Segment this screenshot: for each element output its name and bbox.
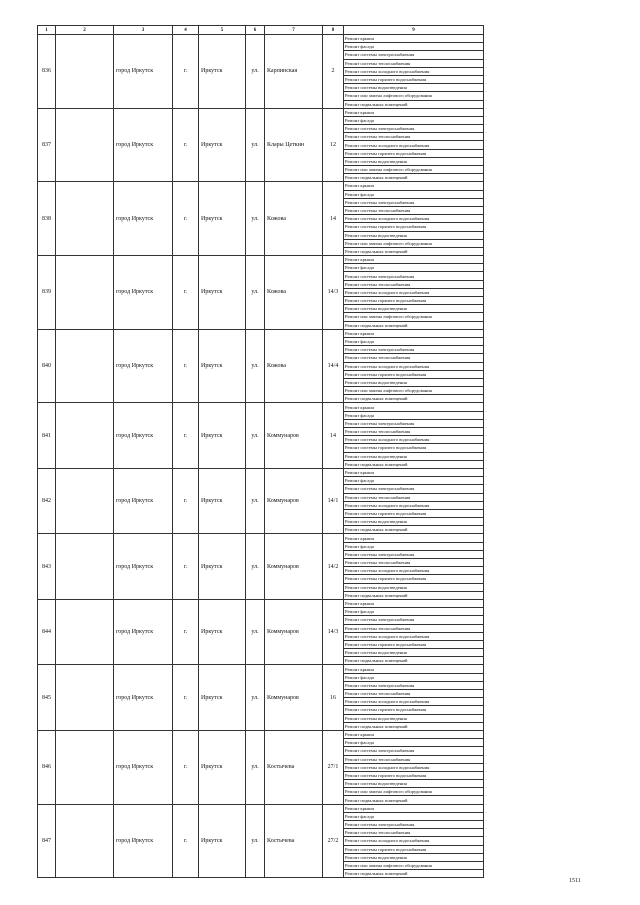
table-row xyxy=(38,256,484,264)
work-item: Ремонт подвальных помещений xyxy=(344,460,484,468)
work-item: Ремонт системы водоотведения xyxy=(344,84,484,92)
row-number: 840 xyxy=(38,329,56,403)
work-item: Ремонт системы теплоснабжения xyxy=(344,133,484,141)
work-item: Ремонт подвальных помещений xyxy=(344,722,484,730)
work-item: Ремонт системы теплоснабжения xyxy=(344,354,484,362)
row-number: 837 xyxy=(38,108,56,182)
city-name: город Иркутск xyxy=(114,665,173,731)
street-type: ул. xyxy=(246,468,265,534)
work-item: Ремонт фасада xyxy=(344,43,484,51)
work-item: Ремонт системы теплоснабжения xyxy=(344,829,484,837)
work-item: Ремонт системы водоотведения xyxy=(344,452,484,460)
work-item: Ремонт фасада xyxy=(344,477,484,485)
row-number: 836 xyxy=(38,35,56,109)
work-item: Ремонт подвальных помещений xyxy=(344,870,484,878)
city-prefix: г. xyxy=(173,534,199,600)
house-number: 27/2 xyxy=(323,804,344,878)
work-item: Ремонт системы холодного водоснабжения xyxy=(344,436,484,444)
table-row xyxy=(38,730,484,738)
empty-cell xyxy=(56,403,114,469)
work-item: Ремонт системы электроснабжения xyxy=(344,681,484,689)
work-item: Ремонт подвальных помещений xyxy=(344,657,484,665)
city-prefix: г. xyxy=(173,35,199,109)
city-prefix: г. xyxy=(173,182,199,256)
work-item: Ремонт или замена лифтового оборудования xyxy=(344,387,484,395)
city-name: город Иркутск xyxy=(114,35,173,109)
house-number: 14/3 xyxy=(323,256,344,330)
city-prefix: г. xyxy=(173,468,199,534)
work-item: Ремонт системы холодного водоснабжения xyxy=(344,288,484,296)
work-item: Ремонт фасада xyxy=(344,812,484,820)
town-name: Иркутск xyxy=(199,468,246,534)
work-item: Ремонт системы горячего водоснабжения xyxy=(344,444,484,452)
street-name: Кожова xyxy=(265,182,323,256)
row-number: 841 xyxy=(38,403,56,469)
work-item: Ремонт фасада xyxy=(344,608,484,616)
work-item: Ремонт системы электроснабжения xyxy=(344,485,484,493)
work-item: Ремонт системы теплоснабжения xyxy=(344,59,484,67)
city-name: город Иркутск xyxy=(114,468,173,534)
work-item: Ремонт системы электроснабжения xyxy=(344,747,484,755)
work-item: Ремонт крыши xyxy=(344,534,484,542)
city-prefix: г. xyxy=(173,403,199,469)
street-type: ул. xyxy=(246,599,265,665)
work-item: Ремонт крыши xyxy=(344,403,484,411)
table-row xyxy=(38,665,484,673)
col-header-1: 1 xyxy=(38,26,56,35)
row-number: 845 xyxy=(38,665,56,731)
table-row xyxy=(38,468,484,476)
work-item: Ремонт фасада xyxy=(344,739,484,747)
town-name: Иркутск xyxy=(199,665,246,731)
work-item: Ремонт системы горячего водоснабжения xyxy=(344,706,484,714)
city-name: город Иркутск xyxy=(114,804,173,878)
work-item: Ремонт крыши xyxy=(344,35,484,43)
row-number: 839 xyxy=(38,256,56,330)
work-item: Ремонт или замена лифтового оборудования xyxy=(344,92,484,100)
work-item: Ремонт системы теплоснабжения xyxy=(344,624,484,632)
town-name: Иркутск xyxy=(199,256,246,330)
work-item: Ремонт системы горячего водоснабжения xyxy=(344,370,484,378)
work-item: Ремонт крыши xyxy=(344,108,484,116)
empty-cell xyxy=(56,182,114,256)
empty-cell xyxy=(56,730,114,804)
row-number: 844 xyxy=(38,599,56,665)
work-item: Ремонт системы водоотведения xyxy=(344,853,484,861)
work-item: Ремонт системы водоотведения xyxy=(344,714,484,722)
street-type: ул. xyxy=(246,804,265,878)
register-body xyxy=(38,35,484,878)
row-number: 843 xyxy=(38,534,56,600)
work-item: Ремонт системы холодного водоснабжения xyxy=(344,67,484,75)
work-item: Ремонт подвальных помещений xyxy=(344,395,484,403)
house-number: 27/1 xyxy=(323,730,344,804)
work-item: Ремонт системы горячего водоснабжения xyxy=(344,223,484,231)
street-type: ул. xyxy=(246,329,265,403)
work-item: Ремонт системы горячего водоснабжения xyxy=(344,75,484,83)
work-item: Ремонт фасада xyxy=(344,116,484,124)
street-name: Коммунаров xyxy=(265,665,323,731)
work-item: Ремонт фасада xyxy=(344,190,484,198)
street-name: Кожова xyxy=(265,329,323,403)
work-item: Ремонт системы электроснабжения xyxy=(344,125,484,133)
town-name: Иркутск xyxy=(199,329,246,403)
work-item: Ремонт фасада xyxy=(344,673,484,681)
town-name: Иркутск xyxy=(199,599,246,665)
work-item: Ремонт крыши xyxy=(344,329,484,337)
work-item: Ремонт системы водоотведения xyxy=(344,231,484,239)
work-item: Ремонт системы теплоснабжения xyxy=(344,559,484,567)
work-item: Ремонт системы холодного водоснабжения xyxy=(344,698,484,706)
work-item: Ремонт крыши xyxy=(344,468,484,476)
city-name: город Иркутск xyxy=(114,256,173,330)
work-item: Ремонт крыши xyxy=(344,665,484,673)
page-number: 1511 xyxy=(569,878,581,884)
work-item: Ремонт подвальных помещений xyxy=(344,321,484,329)
column-numbers-row xyxy=(38,26,484,35)
town-name: Иркутск xyxy=(199,730,246,804)
work-item: Ремонт системы холодного водоснабжения xyxy=(344,837,484,845)
town-name: Иркутск xyxy=(199,108,246,182)
work-item: Ремонт системы электроснабжения xyxy=(344,272,484,280)
work-item: Ремонт подвальных помещений xyxy=(344,247,484,255)
work-item: Ремонт подвальных помещений xyxy=(344,796,484,804)
work-item: Ремонт системы водоотведения xyxy=(344,780,484,788)
empty-cell xyxy=(56,35,114,109)
town-name: Иркутск xyxy=(199,35,246,109)
house-number: 14/1 xyxy=(323,468,344,534)
table-row xyxy=(38,182,484,190)
work-item: Ремонт системы водоотведения xyxy=(344,583,484,591)
street-type: ул. xyxy=(246,534,265,600)
table-row xyxy=(38,804,484,812)
street-type: ул. xyxy=(246,35,265,109)
city-prefix: г. xyxy=(173,665,199,731)
empty-cell xyxy=(56,108,114,182)
row-number: 838 xyxy=(38,182,56,256)
register-table xyxy=(37,25,484,878)
work-item: Ремонт или замена лифтового оборудования xyxy=(344,788,484,796)
work-item: Ремонт системы холодного водоснабжения xyxy=(344,763,484,771)
col-header-7: 7 xyxy=(265,26,323,35)
city-name: город Иркутск xyxy=(114,599,173,665)
street-name: Коммунаров xyxy=(265,599,323,665)
house-number: 2 xyxy=(323,35,344,109)
work-item: Ремонт системы горячего водоснабжения xyxy=(344,509,484,517)
work-item: Ремонт системы электроснабжения xyxy=(344,198,484,206)
house-number: 16 xyxy=(323,665,344,731)
street-name: Коммунаров xyxy=(265,403,323,469)
house-number: 14/4 xyxy=(323,329,344,403)
work-item: Ремонт подвальных помещений xyxy=(344,526,484,534)
street-type: ул. xyxy=(246,108,265,182)
street-type: ул. xyxy=(246,403,265,469)
work-item: Ремонт системы теплоснабжения xyxy=(344,493,484,501)
street-type: ул. xyxy=(246,256,265,330)
col-header-4: 4 xyxy=(173,26,199,35)
work-item: Ремонт фасада xyxy=(344,542,484,550)
row-number: 842 xyxy=(38,468,56,534)
table-row xyxy=(38,108,484,116)
city-name: город Иркутск xyxy=(114,329,173,403)
city-prefix: г. xyxy=(173,804,199,878)
work-item: Ремонт подвальных помещений xyxy=(344,174,484,182)
town-name: Иркутск xyxy=(199,534,246,600)
work-item: Ремонт системы теплоснабжения xyxy=(344,428,484,436)
work-item: Ремонт системы теплоснабжения xyxy=(344,690,484,698)
street-type: ул. xyxy=(246,182,265,256)
street-name: Карпинская xyxy=(265,35,323,109)
work-item: Ремонт или замена лифтового оборудования xyxy=(344,239,484,247)
street-type: ул. xyxy=(246,730,265,804)
work-item: Ремонт системы горячего водоснабжения xyxy=(344,297,484,305)
work-item: Ремонт системы горячего водоснабжения xyxy=(344,845,484,853)
city-prefix: г. xyxy=(173,730,199,804)
work-item: Ремонт крыши xyxy=(344,256,484,264)
work-item: Ремонт системы холодного водоснабжения xyxy=(344,141,484,149)
work-item: Ремонт системы холодного водоснабжения xyxy=(344,215,484,223)
work-item: Ремонт системы горячего водоснабжения xyxy=(344,640,484,648)
house-number: 14 xyxy=(323,403,344,469)
col-header-3: 3 xyxy=(114,26,173,35)
work-item: Ремонт системы холодного водоснабжения xyxy=(344,362,484,370)
work-item: Ремонт системы холодного водоснабжения xyxy=(344,632,484,640)
work-item: Ремонт системы электроснабжения xyxy=(344,51,484,59)
work-item: Ремонт крыши xyxy=(344,182,484,190)
table-row xyxy=(38,35,484,43)
town-name: Иркутск xyxy=(199,182,246,256)
work-item: Ремонт подвальных помещений xyxy=(344,591,484,599)
work-item: Ремонт или замена лифтового оборудования xyxy=(344,313,484,321)
house-number: 14/2 xyxy=(323,534,344,600)
work-item: Ремонт системы электроснабжения xyxy=(344,616,484,624)
col-header-6: 6 xyxy=(246,26,265,35)
row-number: 846 xyxy=(38,730,56,804)
house-number: 14/3 xyxy=(323,599,344,665)
street-name: Костычева xyxy=(265,804,323,878)
empty-cell xyxy=(56,468,114,534)
work-item: Ремонт системы водоотведения xyxy=(344,518,484,526)
work-item: Ремонт крыши xyxy=(344,804,484,812)
work-item: Ремонт системы горячего водоснабжения xyxy=(344,149,484,157)
street-name: Коммунаров xyxy=(265,468,323,534)
work-item: Ремонт системы холодного водоснабжения xyxy=(344,567,484,575)
work-item: Ремонт системы водоотведения xyxy=(344,378,484,386)
work-item: Ремонт системы теплоснабжения xyxy=(344,280,484,288)
work-item: Ремонт системы горячего водоснабжения xyxy=(344,771,484,779)
city-name: город Иркутск xyxy=(114,403,173,469)
work-item: Ремонт системы холодного водоснабжения xyxy=(344,501,484,509)
work-item: Ремонт системы теплоснабжения xyxy=(344,755,484,763)
work-item: Ремонт системы теплоснабжения xyxy=(344,206,484,214)
col-header-5: 5 xyxy=(199,26,246,35)
house-number: 14 xyxy=(323,182,344,256)
empty-cell xyxy=(56,665,114,731)
work-item: Ремонт системы электроснабжения xyxy=(344,419,484,427)
empty-cell xyxy=(56,534,114,600)
work-item: Ремонт системы водоотведения xyxy=(344,157,484,165)
work-item: Ремонт крыши xyxy=(344,730,484,738)
city-name: город Иркутск xyxy=(114,108,173,182)
town-name: Иркутск xyxy=(199,403,246,469)
city-prefix: г. xyxy=(173,256,199,330)
col-header-9: 9 xyxy=(344,26,484,35)
work-item: Ремонт системы электроснабжения xyxy=(344,821,484,829)
table-row xyxy=(38,329,484,337)
table-row xyxy=(38,599,484,607)
street-name: Коммунаров xyxy=(265,534,323,600)
row-number: 847 xyxy=(38,804,56,878)
city-name: город Иркутск xyxy=(114,182,173,256)
work-item: Ремонт системы водоотведения xyxy=(344,649,484,657)
work-item: Ремонт или замена лифтового оборудования xyxy=(344,166,484,174)
city-prefix: г. xyxy=(173,329,199,403)
work-item: Ремонт или замена лифтового оборудования xyxy=(344,861,484,869)
street-name: Клары Цеткин xyxy=(265,108,323,182)
work-item: Ремонт системы электроснабжения xyxy=(344,550,484,558)
work-item: Ремонт системы водоотведения xyxy=(344,305,484,313)
city-name: город Иркутск xyxy=(114,730,173,804)
work-item: Ремонт фасада xyxy=(344,264,484,272)
work-item: Ремонт системы электроснабжения xyxy=(344,346,484,354)
col-header-2: 2 xyxy=(56,26,114,35)
empty-cell xyxy=(56,256,114,330)
col-header-8: 8 xyxy=(323,26,344,35)
work-item: Ремонт крыши xyxy=(344,599,484,607)
house-number: 12 xyxy=(323,108,344,182)
empty-cell xyxy=(56,599,114,665)
table-row xyxy=(38,534,484,542)
work-item: Ремонт системы горячего водоснабжения xyxy=(344,575,484,583)
city-prefix: г. xyxy=(173,599,199,665)
work-item: Ремонт фасада xyxy=(344,337,484,345)
city-prefix: г. xyxy=(173,108,199,182)
empty-cell xyxy=(56,329,114,403)
empty-cell xyxy=(56,804,114,878)
street-type: ул. xyxy=(246,665,265,731)
town-name: Иркутск xyxy=(199,804,246,878)
city-name: город Иркутск xyxy=(114,534,173,600)
table-row xyxy=(38,403,484,411)
street-name: Кожова xyxy=(265,256,323,330)
street-name: Костычева xyxy=(265,730,323,804)
work-item: Ремонт фасада xyxy=(344,411,484,419)
work-item: Ремонт подвальных помещений xyxy=(344,100,484,108)
